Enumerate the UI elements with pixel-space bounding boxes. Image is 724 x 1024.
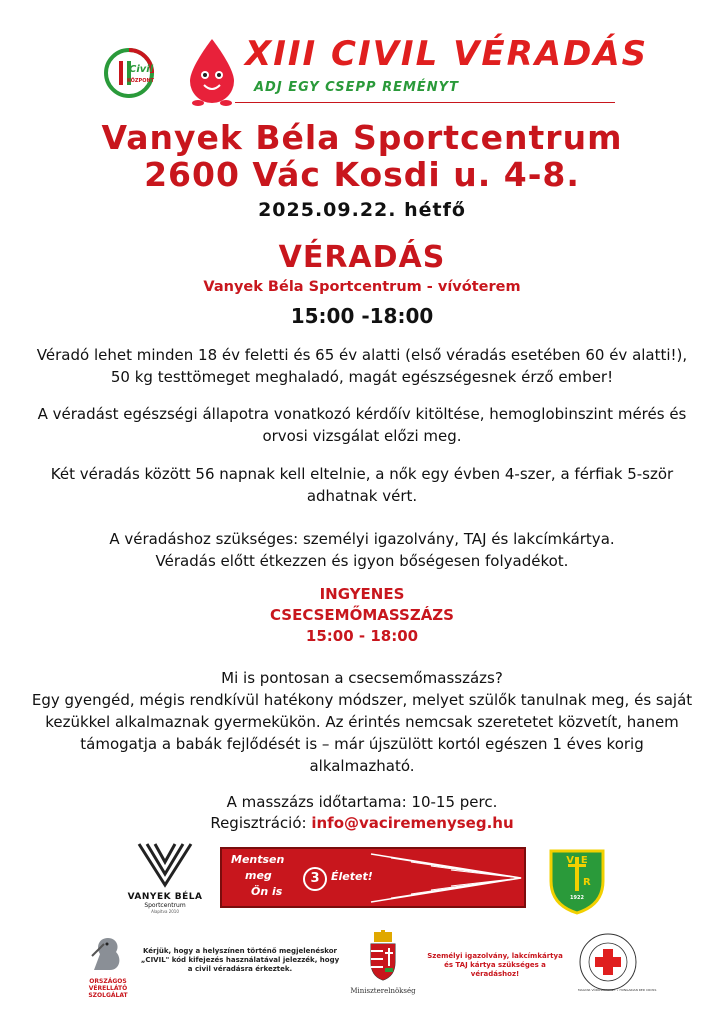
massage-duration: A masszázs időtartama: 10-15 perc. [226, 793, 498, 811]
note-line: és TAJ kártya szükséges a véradáshoz! [444, 961, 546, 978]
banner-line: meg [245, 869, 272, 882]
registration-email-link[interactable]: info@vaciremenyseg.hu [311, 814, 514, 832]
eligibility-paragraph [0, 344, 724, 388]
massage-title: CSECSEMŐMASSZÁZS [270, 606, 454, 624]
event-date: 2025.09.22. hétfő [258, 199, 466, 221]
ovsz-line: ORSZÁGOS [89, 978, 127, 985]
banner-number: 3 [310, 871, 320, 886]
ministry-name: Miniszterelnökség [350, 987, 416, 995]
civil-code-note [140, 947, 340, 974]
text-line: A véradást egészségi állapotra vonatkozó kérdőív kitöltése, hemoglobinszint mérés és [37, 405, 687, 423]
registration-line [0, 812, 724, 834]
vse-center-letter: R [583, 877, 591, 888]
massage-free-label: INGYENES [319, 585, 405, 603]
banner-number-circle [303, 867, 327, 891]
text-line: támogatja a babák fejlődését is – már újszülött kortól egészen 1 éves korig [80, 735, 644, 753]
note-line: Személyi igazolvány, lakcímkártya [427, 952, 563, 960]
text-line: Véradás előtt étkezzen és igyon bőségesen folyadékot. [155, 552, 569, 570]
note-line: Kérjük, hogy a helyszínen történő megjelenéskor [143, 947, 337, 955]
donation-heading: VÉRADÁS [278, 240, 446, 275]
text-line: orvosi vizsgálat előzi meg. [262, 427, 462, 445]
pelican-icon [90, 934, 126, 974]
registration-label: Regisztráció: [210, 814, 312, 832]
vanyek-tiny: Alapítva 2010 [151, 909, 179, 914]
note-line: „CIVIL" kód kifejezés használatával jelezzék, hogy [140, 956, 340, 964]
documents-paragraph [0, 528, 724, 572]
vanyek-bela-logo [115, 842, 215, 917]
civil-logo-text: Civil [129, 64, 154, 75]
donation-time: 15:00 -18:00 [290, 304, 434, 328]
vse-shield-logo [547, 847, 607, 915]
massage-description [0, 667, 724, 777]
massage-time: 15:00 - 18:00 [305, 627, 419, 645]
massage-question: Mi is pontosan a csecsemőmasszázs? [221, 669, 503, 687]
id-required-note [420, 952, 570, 979]
vse-year: 1922 [570, 895, 584, 901]
text-line: A véradáshoz szükséges: személyi igazolvány, TAJ és lakcímkártya. [109, 530, 615, 548]
text-line: adhatnak vért. [306, 487, 418, 505]
coat-of-arms-icon [368, 930, 398, 982]
header-divider [235, 102, 615, 103]
red-cross-ring-text: MAGYAR VÖRÖSKERESZT • HUNGARIAN RED CROSS [578, 988, 657, 992]
banner-line: Mentsen [231, 853, 285, 866]
text-line: alkalmazható. [309, 757, 415, 775]
text-line: Egy gyengéd, mégis rendkívül hatékony módszer, melyet szülők tanulnak meg, és saját [31, 691, 693, 709]
massage-announcement [0, 584, 724, 647]
note-line: a civil véradásra érkeztek. [187, 965, 293, 973]
banner-line: Ön is [251, 885, 283, 898]
civil-logo-sub: KÖZPONT [127, 78, 155, 84]
vse-letters: V E [566, 855, 588, 866]
event-slogan: ADJ EGY CSEPP REMÉNYT [254, 80, 459, 95]
ovsz-line: SZOLGÁLAT [88, 992, 128, 999]
hungarian-coat-of-arms [348, 930, 418, 1000]
vanyek-sub: Sportcentrum [144, 902, 186, 909]
vanyek-name: VANYEK BÉLA [127, 892, 203, 902]
text-line: 50 kg testtömeget meghaladó, magát egészségesnek érző ember! [110, 368, 614, 386]
hungarian-red-cross-logo [578, 932, 657, 992]
event-series-title: XIII CIVIL VÉRADÁS [245, 34, 649, 74]
banner-text-left [231, 852, 284, 900]
save-life-banner [221, 848, 525, 907]
banner-text-right: Életet! [331, 870, 373, 883]
ovsz-line: VÉRELLÁTÓ [88, 985, 128, 992]
ovsz-logo [86, 934, 130, 1006]
interval-paragraph [0, 463, 724, 507]
donation-location: Vanyek Béla Sportcentrum - vívóterem [203, 279, 521, 295]
red-cross-icon [578, 932, 657, 992]
vanyek-v-icon [135, 842, 195, 887]
text-line: Véradó lehet minden 18 év feletti és 65 év alatti (első véradás esetében 60 év alatti!), [36, 346, 688, 364]
blood-drop-icon [186, 37, 238, 107]
text-line: kezükkel alkalmaznak gyermekükön. Az érintés nemcsak szeretetet közvetít, hanem [45, 713, 679, 731]
civil-kozpont-logo [103, 47, 155, 99]
venue-address: 2600 Vác Kosdi u. 4-8. [144, 155, 580, 194]
text-line: Két véradás között 56 napnak kell eltelnie, a nők egy évben 4-szer, a férfiak 5-ször [50, 465, 674, 483]
venue-name: Vanyek Béla Sportcentrum [101, 118, 623, 157]
blood-drop-mascot [186, 37, 238, 107]
screening-paragraph [0, 403, 724, 447]
